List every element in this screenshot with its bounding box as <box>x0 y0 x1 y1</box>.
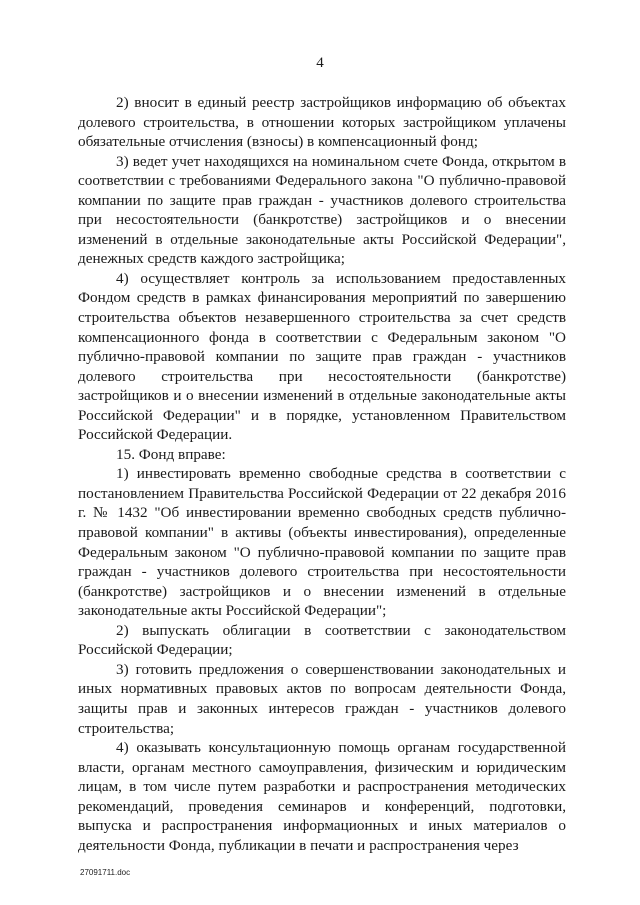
paragraph-clause-15-heading: 15. Фонд вправе: <box>116 445 226 463</box>
paragraph-clause-15-4: 4) оказывать консультационную помощь органам государственной власти, органам местного самоуправления, физическим и юридическим лицам, в том числе путем разработки и распространения методических рекомендаций, проведения семинаров и конференций, подготовки, выпуска и распространения информационных и иных материалов о деятельности Фонда, публикации в печати и распространения через <box>78 739 566 854</box>
paragraph-clause-14-4: 4) осуществляет контроль за использованием предоставленных Фондом средств в рамках финансирования мероприятий по завершению строительства объектов незавершенного строительства за счет средств компенсационного фонда в соответствии с Федеральным законом "О публично-правовой компании по защите прав граждан - участников долевого строительства при несостоятельности (банкротстве) застройщиков и о внесении изменений в отдельные законодательные акты Российской Федерации" и в порядке, установленном Правительством Российской Федерации. <box>78 269 566 444</box>
paragraph-clause-15-3: 3) готовить предложения о совершенствовании законодательных и иных нормативных правовых актов по вопросам деятельности Фонда, защиты прав и законных интересов граждан - участников долевого строительства; <box>78 660 566 737</box>
page-number: 4 <box>316 55 324 71</box>
paragraph-clause-14-2: 2) вносит в единый реестр застройщиков информацию об объектах долевого строительства, в отношении которых застройщиком уплачены обязательные отчисления (взносы) в компенсационный фонд; <box>78 94 566 151</box>
paragraph-clause-15-2: 2) выпускать облигации в соответствии с законодательством Российской Федерации; <box>78 621 566 659</box>
document-body <box>78 93 566 855</box>
paragraph-clause-14-3: 3) ведет учет находящихся на номинальном счете Фонда, открытом в соответствии с требованиями Федерального закона "О публично-правовой компании по защите прав граждан - участников долевого строительства при несостоятельности (банкротстве) застройщиков и о внесении изменений в отдельные законодательные акты Российской Федерации", денежных средств каждого застройщика; <box>78 152 566 268</box>
paragraph-clause-15-1: 1) инвестировать временно свободные средства в соответствии с постановлением Правительства Российской Федерации от 22 декабря 2016 г. № 1432 "Об инвестировании временно свободных средств публично-правовой компании" в активы (объекты инвестирования), определенные Федеральным законом "О публично-правовой компании по защите прав граждан - участников долевого строительства при несостоятельности (банкротстве) застройщиков и о внесении изменений в отдельные законодательные акты Российской Федерации"; <box>78 465 566 620</box>
footer-filename: 27091711.doc <box>80 868 131 877</box>
